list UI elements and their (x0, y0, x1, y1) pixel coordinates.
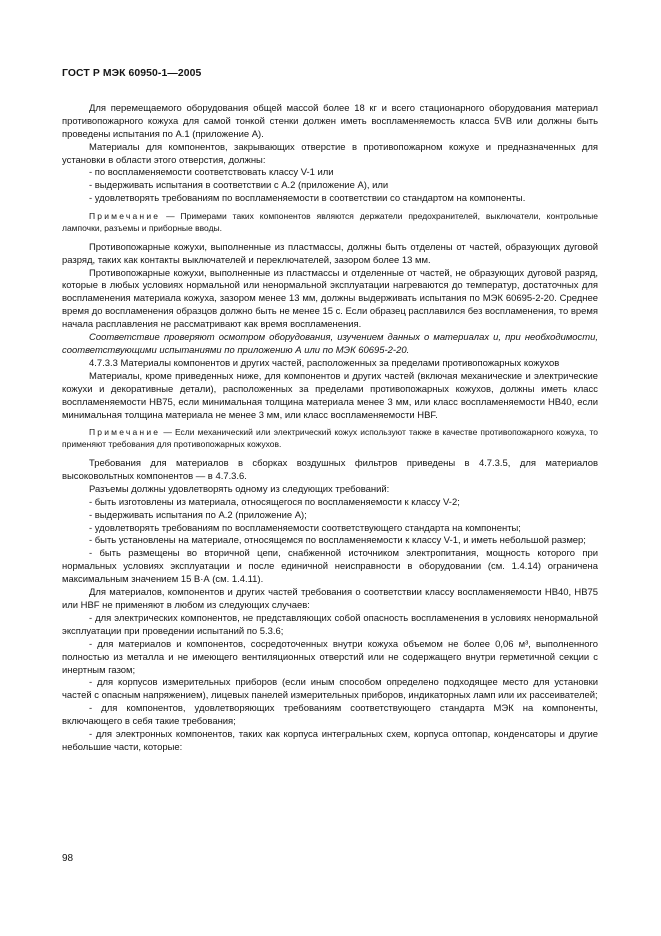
list-item: - быть изготовлены из материала, относящегося по воспламеняемости к классу V-2; (89, 496, 460, 508)
list-item: - по воспламеняемости соответствовать классу V-1 или (89, 167, 334, 179)
section-heading: 4.7.3.3 Материалы компонентов и других частей, расположенных за пределами противопожарных кожухов (89, 357, 560, 369)
list-item: - для материалов и компонентов, сосредоточенных внутри кожуха объемом не более 0,06 м³, выполненного полностью из металла и не имеющего вентиляционных отверстий или не содержащего внутри герметичной секции с инертным газом; (62, 638, 598, 676)
list-item: - для корпусов измерительных приборов (если иным способом определено подходящее место для установки частей с опасным напряжением), лицевых панелей измерительных приборов, индикаторных ламп или их рассеивателей; (62, 677, 598, 702)
document-page (62, 68, 598, 755)
note-text: — Если механический или электрический кожух используют также в качестве противопожарного кожуха, то применяют требования для противопожарных кожухов. (62, 427, 598, 450)
note-label: Примечание (89, 211, 161, 222)
list-item: - выдерживать испытания по А.2 (приложение А); (89, 509, 307, 521)
list-item: - для электрических компонентов, не представляющих собой опасность воспламенения в условиях ненормальной эксплуатации при проведении испытаний по 5.3.6; (62, 612, 598, 637)
list-item: - для компонентов, удовлетворяющих требованиям соответствующего стандарта МЭК на компоненты, включающего в себя такие требования; (62, 703, 598, 728)
paragraph: Противопожарные кожухи, выполненные из пластмассы, должны быть отделены от частей, образующих дуговой разряд, таких как контакты выключателей и переключателей, зазором более 13 мм. (62, 241, 598, 266)
paragraph: Материалы для компонентов, закрывающих отверстие в противопожарном кожухе и предназначенных для установки в области этого отверстия, должны: (62, 141, 598, 166)
paragraph: Для материалов, компонентов и других частей требования о соответствии классу воспламеняемости НВ40, НВ75 или HBF не применяют в любом из следующих случаев: (62, 587, 598, 611)
paragraph: Разъемы должны удовлетворять одному из следующих требований: (89, 483, 390, 495)
list-item: - удовлетворять требованиям по воспламеняемости в соответствии со стандартом на компоненты. (89, 193, 526, 205)
list-item: - для электронных компонентов, таких как корпуса интегральных схем, корпуса оптопар, конденсаторы и другие небольшие части, которые: (62, 729, 598, 753)
paragraph: Требования для материалов в сборках воздушных фильтров приведены в 4.7.3.5, для материалов высоковольтных компонентов — в 4.7.3.6. (62, 458, 598, 482)
running-header: ГОСТ Р МЭК 60950-1—2005 (62, 68, 202, 79)
compliance-paragraph: Соответствие проверяют осмотром оборудования, изучением данных о материалах и, при необходимости, соответствующими испытаниями по приложению А или по МЭК 60695-2-20. (62, 332, 598, 356)
list-item: - выдерживать испытания в соответствии с А.2 (приложение А), или (89, 180, 389, 192)
page-number: 98 (62, 853, 74, 864)
note-text: — Примерами таких компонентов являются держатели предохранителей, выключатели, контрольные лампочки, разъемы и приборные вводы. (62, 211, 598, 233)
list-item: - удовлетворять требованиям по воспламеняемости соответствующего стандарта на компоненты; (89, 522, 521, 534)
note (62, 211, 598, 235)
note-label: Примечание (89, 427, 161, 438)
note (62, 427, 598, 451)
list-item: - быть установлены на материале, относящемся по воспламеняемости к классу V-1, и иметь небольшой размер; (89, 535, 586, 547)
paragraph: Противопожарные кожухи, выполненные из пластмассы и отделенные от частей, не образующих дуговой разряд, которые в любых условиях нормальной или ненормальной эксплуатации нагреваются до температур, достаточных для воспламенения материала кожуха, зазором менее 13 мм, должны выдерживать испытания по МЭК 60695-2-20. Среднее время до воспламенения образцов должно быть не менее 15 с. Если образец расплавился без воспламенения, то время начала расплавления не рассматривают как время воспламенения. (62, 267, 598, 331)
paragraph: Для перемещаемого оборудования общей массой более 18 кг и всего стационарного оборудования материал противопожарного кожуха для самой тонкой стенки должен иметь воспламеняемость класса 5VB или должны быть проведены испытания по А.1 (приложение А). (62, 102, 598, 140)
list-item: - быть размещены во вторичной цепи, снабженной источником электропитания, мощность которого при нормальных условиях эксплуатации и после единичной неисправности в оборудовании (см. 1.4.14) ограничена максимальным значением 15 В·А (см. 1.4.11). (62, 548, 598, 586)
paragraph: Материалы, кроме приведенных ниже, для компонентов и других частей (включая механические и электрические кожухи и декоративные детали), расположенных за пределами противопожарных кожухов, должны иметь класс воспламеняемости НВ75, если минимальная толщина материала менее 3 мм, или класс воспламеняемости НВ40, если минимальная толщина материала не менее 3 мм, или класс воспламеняемости HBF. (62, 370, 598, 421)
